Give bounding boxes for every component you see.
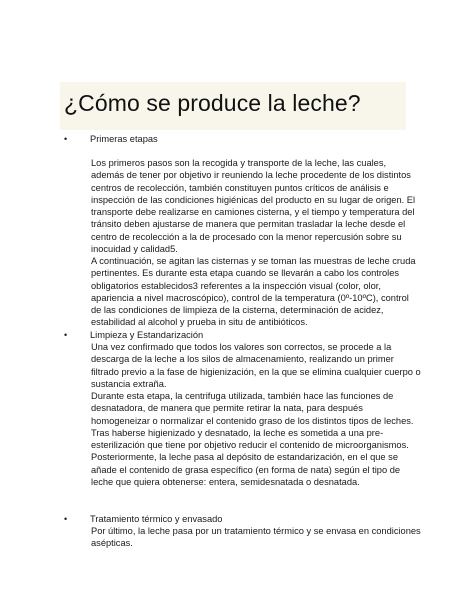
section-body <box>91 525 421 550</box>
paragraph: Una vez confirmado que todos los valores son correctos, se procede a la descarga de la leche a los silos de almacenamiento, realizando un primer filtrado previo a la fase de higienización, en la que se elimina cualquier cuerpo o sustancia extraña. <box>91 342 421 389</box>
paragraph: Durante esta etapa, la centrifuga utilizada, también hace las funciones de desnatadora, de manera que permite retirar la nata, para después homogeneizar o normalizar el contenido graso de los distintos tipos de leches. <box>91 391 414 426</box>
paragraph: Por último, la leche pasa por un tratamiento térmico y se envasa en condiciones asépticas. <box>91 526 421 549</box>
paragraph: Los primeros pasos son la recogida y transporte de la leche, las cuales, además de tener por objetivo ir reuniendo la leche procedente de los distintos centros de recolección, también constituyen puntos críticos de análisis e inspección de las condiciones higiénicas del producto en su lugar de origen. El transporte debe realizarse en camiones cisterna, y el tiempo y temperatura del tránsito deben ajustarse de manera que permitan trasladar la leche desde el centro de recolección a la de procesado con la menor repercusión sobre su inocuidad y calidad5. <box>91 158 416 254</box>
paragraph: Tras haberse higienizado y desnatado, la leche es sometida a una pre-esterilización que tiene por objetivo reducir el contenido de microorganismos. Posteriormente, la leche pasa al depósito de estandarización, en el que se añade el contenido de grasa específico (en forma de nata) según el tipo de leche que quiera obtenerse: entera, semidesnatada o desnatada. <box>91 427 409 487</box>
paragraph: A continuación, se agitan las cisternas y se toman las muestras de leche cruda pertinentes. Es durante esta etapa cuando se llevarán a cabo los controles obligatorios establecidos3 referentes a la inspección visual (color, olor, apariencia a nivel macroscópico), control de la temperatura (0º-10ºC), control de las condiciones de limpieza de la cisterna, determinación de acidez, estabilidad al alcohol y prueba in situ de antibióticos. <box>91 256 416 328</box>
section-body <box>91 341 421 488</box>
page-title: ¿Cómo se produce la leche? <box>64 90 361 116</box>
section-heading: Limpieza y Estandarización <box>90 330 204 340</box>
section-heading: Tratamiento térmico y envasado <box>90 514 223 524</box>
section-heading: Primeras etapas <box>90 134 158 144</box>
bullet-icon: • <box>64 330 68 340</box>
section-body <box>91 157 421 329</box>
bullet-icon: • <box>64 134 68 144</box>
bullet-icon: • <box>64 514 68 524</box>
